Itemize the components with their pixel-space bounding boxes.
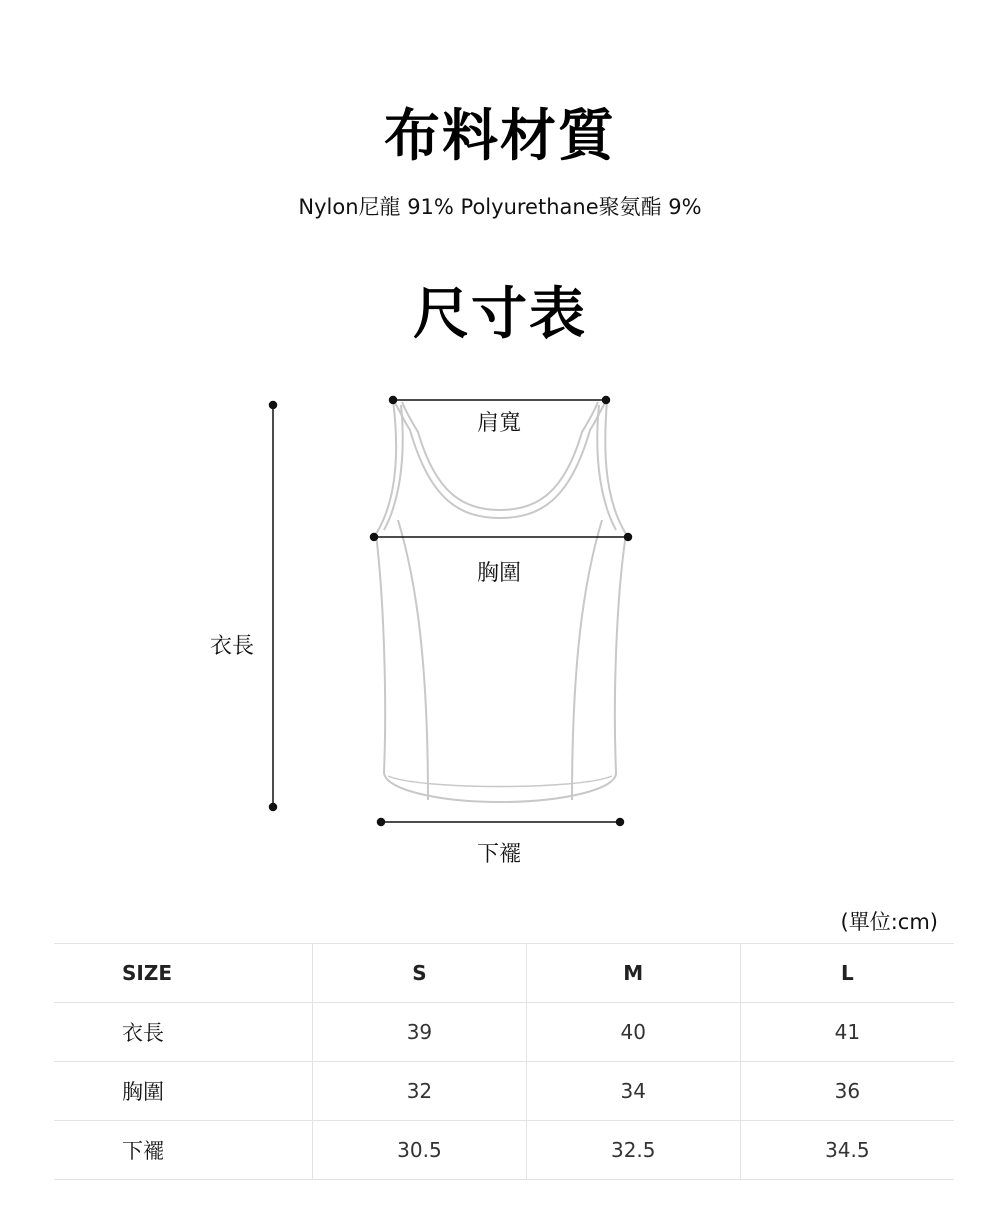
table-cell: 32 — [313, 1062, 527, 1121]
size-column-header: SIZE — [54, 944, 313, 1003]
shoulder-right-dot — [603, 397, 610, 404]
table-cell: 36 — [740, 1062, 954, 1121]
table-header-row — [54, 944, 954, 1003]
table-cell: 34 — [526, 1062, 740, 1121]
size-l-header: L — [740, 944, 954, 1003]
fabric-title: 布料材質 — [384, 104, 616, 169]
hem-stitch — [388, 776, 612, 787]
size-chart-title: 尺寸表 — [413, 282, 587, 347]
size-table — [54, 943, 954, 1180]
length-label: 衣長 — [210, 634, 255, 659]
table-cell: 40 — [526, 1003, 740, 1062]
chest-left-dot — [371, 534, 378, 541]
hem-label: 下襬 — [477, 842, 522, 867]
row-label: 胸圍 — [54, 1062, 313, 1121]
right-seam — [572, 520, 602, 800]
row-label: 衣長 — [54, 1003, 313, 1062]
unit-note: (單位:cm) — [840, 910, 938, 934]
table-row — [54, 1003, 954, 1062]
left-seam — [398, 520, 428, 800]
fabric-composition: Nylon尼龍 91% Polyurethane聚氨酯 9% — [298, 195, 702, 219]
table-cell: 32.5 — [526, 1121, 740, 1180]
table-cell: 34.5 — [740, 1121, 954, 1180]
length-top-dot — [270, 402, 277, 409]
tank-top-illustration — [376, 400, 626, 802]
row-label: 下襬 — [54, 1121, 313, 1180]
shoulder-left-dot — [390, 397, 397, 404]
size-m-header: M — [526, 944, 740, 1003]
hem-left-dot — [378, 819, 385, 826]
table-row — [54, 1121, 954, 1180]
table-cell: 39 — [313, 1003, 527, 1062]
table-cell: 41 — [740, 1003, 954, 1062]
tank-top-outline — [376, 400, 626, 802]
hem-right-dot — [617, 819, 624, 826]
table-row — [54, 1062, 954, 1121]
chest-label: 胸圍 — [477, 561, 522, 586]
shoulder-label: 肩寬 — [477, 411, 522, 436]
length-bottom-dot — [270, 804, 277, 811]
size-s-header: S — [313, 944, 527, 1003]
chest-right-dot — [625, 534, 632, 541]
table-cell: 30.5 — [313, 1121, 527, 1180]
